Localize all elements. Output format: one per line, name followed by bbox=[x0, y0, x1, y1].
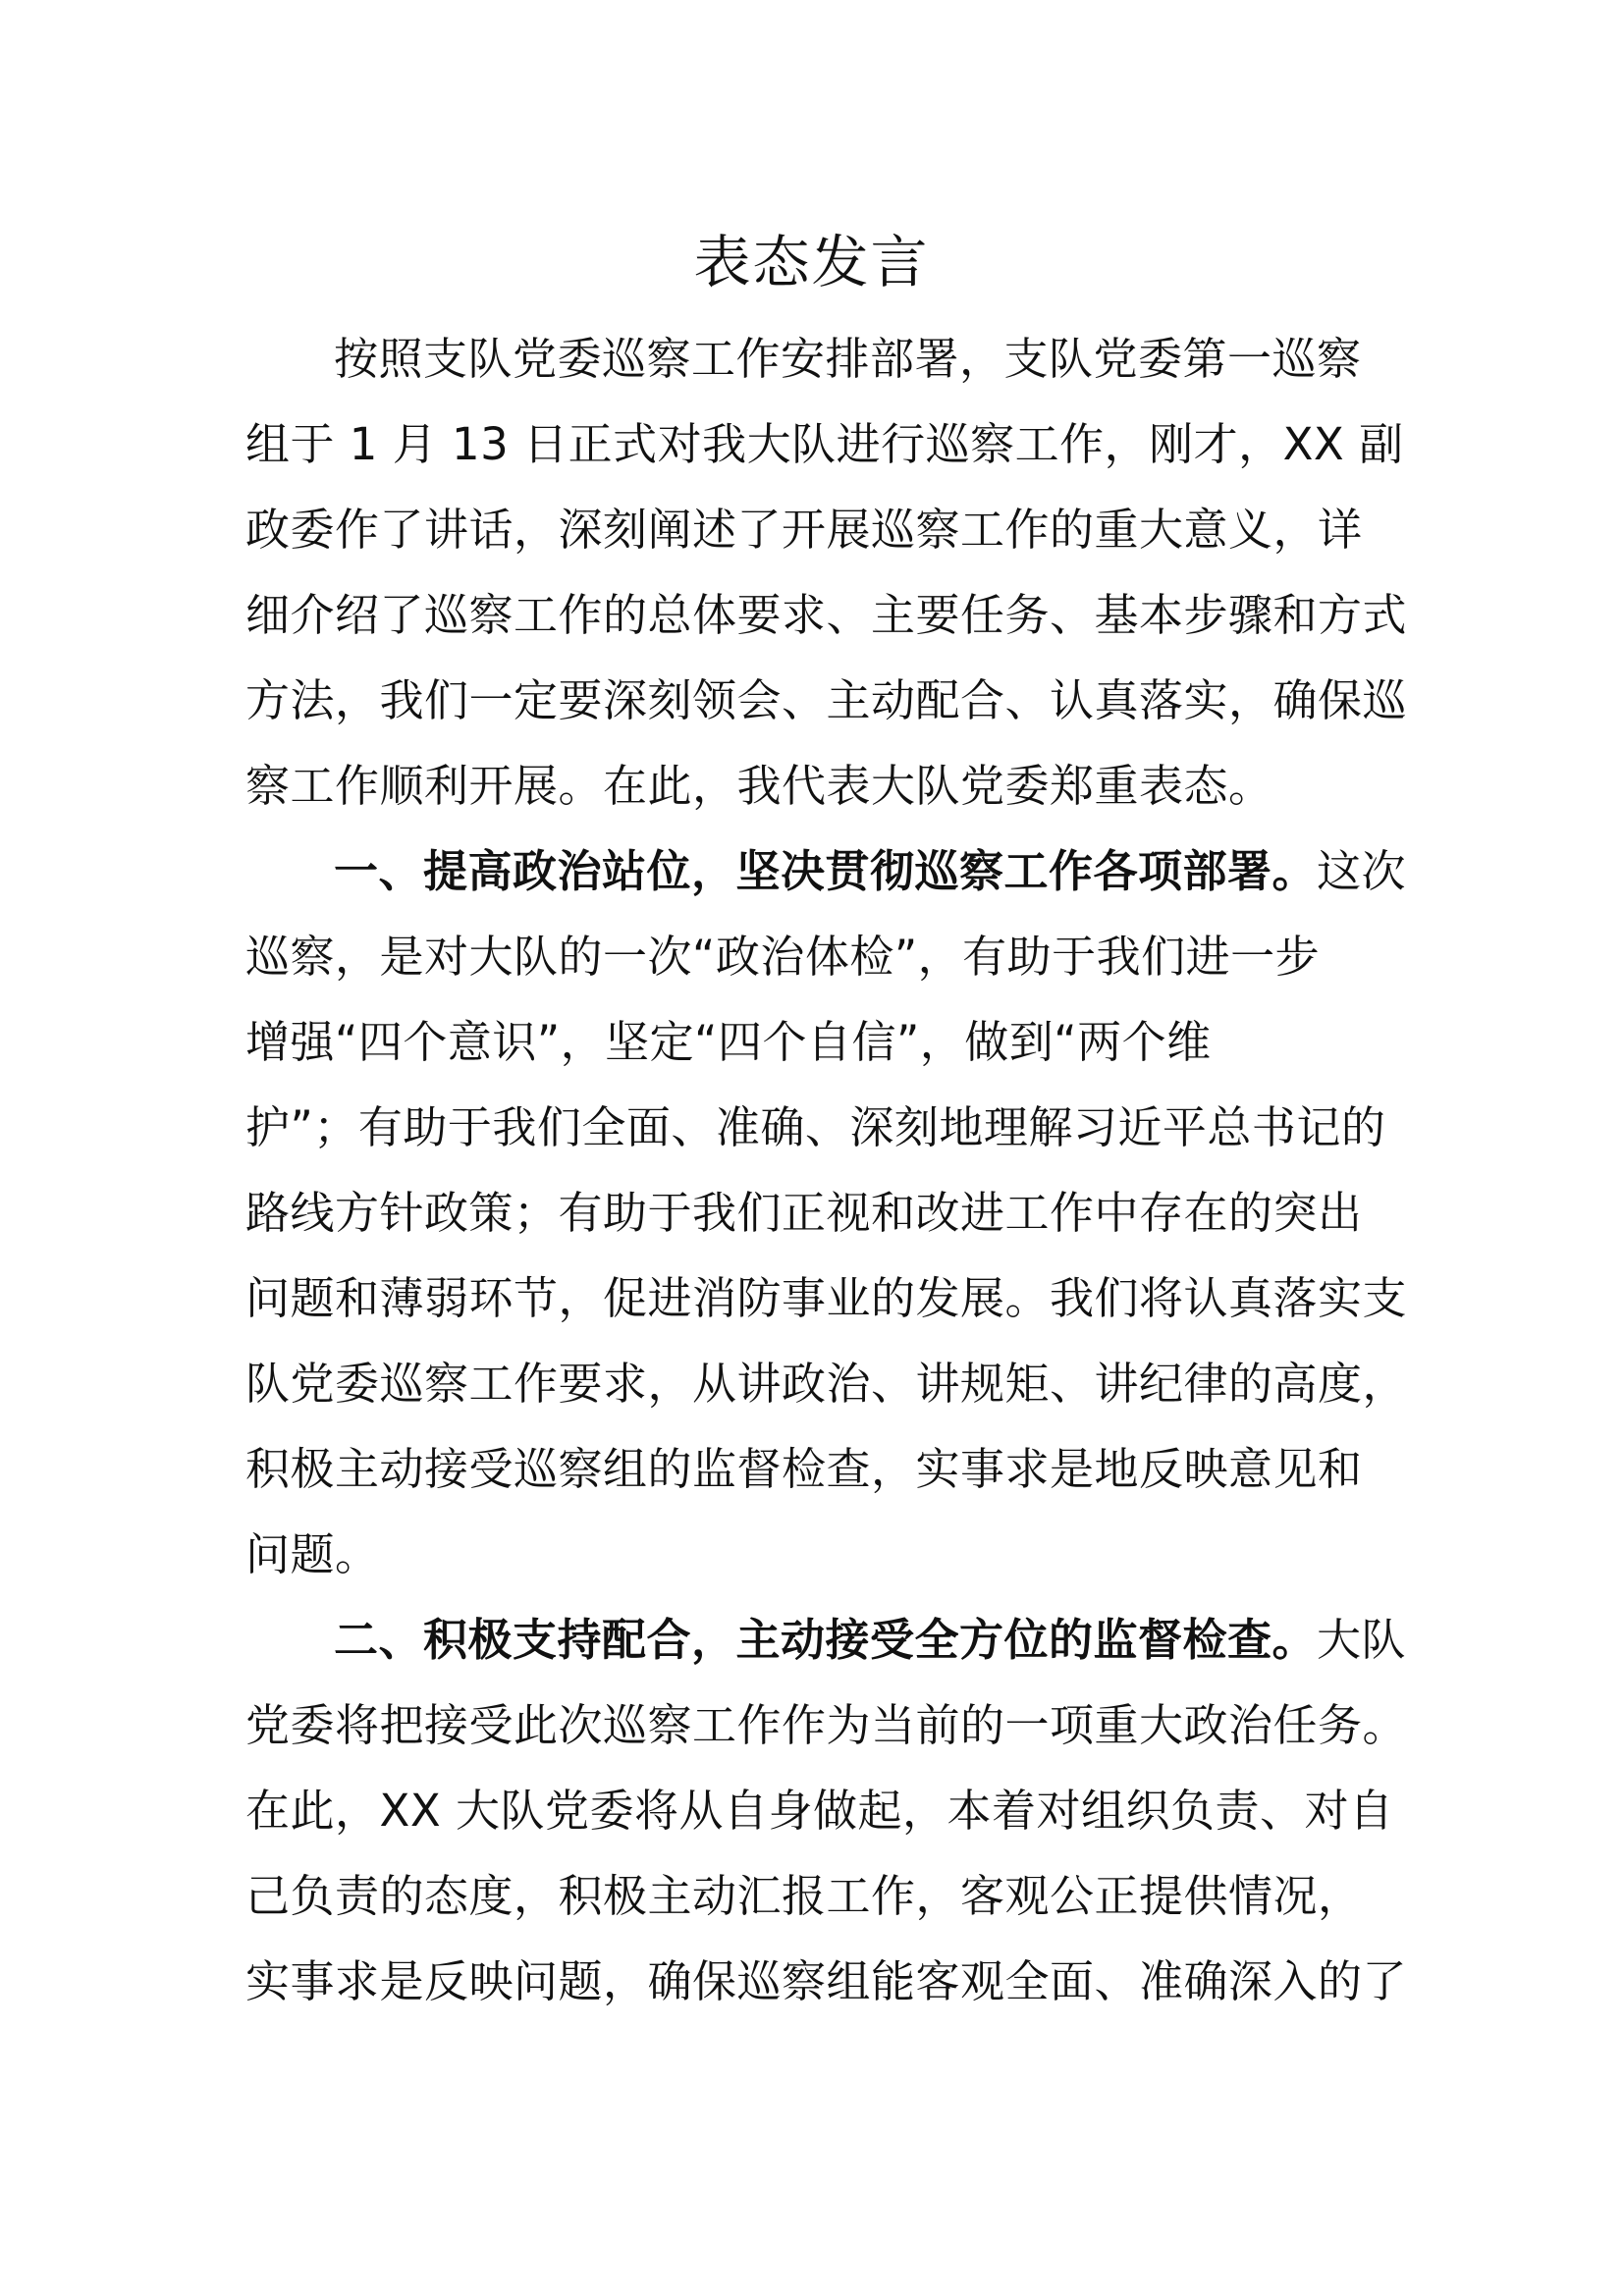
text-line: 实事求是反映问题，确保巡察组能客观全面、准确深入的了 bbox=[245, 1955, 1408, 2007]
document-body bbox=[245, 316, 1408, 2024]
text-line: 队党委巡察工作要求，从讲政治、讲规矩、讲纪律的高度， bbox=[245, 1358, 1408, 1410]
paragraph-section-one bbox=[245, 828, 1408, 1597]
text-line: 按照支队党委巡察工作安排部署，支队党委第一巡察 bbox=[334, 333, 1362, 385]
text-line: 路线方针政策；有助于我们正视和改进工作中存在的突出 bbox=[245, 1187, 1363, 1239]
text-line: 己负责的态度，积极主动汇报工作，客观公正提供情况， bbox=[245, 1870, 1363, 1922]
section-heading: 一、提高政治站位，坚决贯彻巡察工作各项部署。 bbox=[334, 845, 1318, 897]
text-run: 这次 bbox=[1317, 845, 1407, 897]
text-line: 护”；有助于我们全面、准确、深刻地理解习近平总书记的 bbox=[245, 1101, 1386, 1153]
text-line: 方法，我们一定要深刻领会、主动配合、认真落实，确保巡 bbox=[245, 674, 1408, 726]
text-line: 察工作顺利开展。在此，我代表大队党委郑重表态。 bbox=[245, 760, 1273, 812]
text-line bbox=[245, 828, 1407, 914]
text-line bbox=[245, 1597, 1407, 1682]
text-line: 问题和薄弱环节，促进消防事业的发展。我们将认真落实支 bbox=[245, 1272, 1408, 1324]
text-line: 增强“四个意识”，坚定“四个自信”，做到“两个维 bbox=[245, 1016, 1212, 1068]
text-line: 在此，XX 大队党委将从自身做起，本着对组织负责、对自 bbox=[245, 1785, 1394, 1837]
text-run: 大队 bbox=[1317, 1614, 1407, 1666]
text-line: 问题。 bbox=[245, 1528, 380, 1580]
document-title: 表态发言 bbox=[693, 229, 930, 295]
text-line: 积极主动接受巡察组的监督检查，实事求是地反映意见和 bbox=[245, 1443, 1363, 1495]
text-line: 细介绍了巡察工作的总体要求、主要任务、基本步骤和方式 bbox=[245, 589, 1408, 641]
section-heading: 二、积极支持配合，主动接受全方位的监督检查。 bbox=[334, 1614, 1318, 1666]
paragraph-section-two bbox=[245, 1597, 1408, 2024]
text-line: 政委作了讲话，深刻阐述了开展巡察工作的重大意义，详 bbox=[245, 504, 1363, 556]
text-line: 组于 1 月 13 日正式对我大队进行巡察工作，刚才，XX 副 bbox=[245, 418, 1404, 470]
paragraph-intro bbox=[245, 316, 1408, 828]
text-line: 巡察，是对大队的一次“政治体检”，有助于我们进一步 bbox=[245, 931, 1321, 983]
text-line: 党委将把接受此次巡察工作作为当前的一项重大政治任务。 bbox=[245, 1699, 1408, 1751]
